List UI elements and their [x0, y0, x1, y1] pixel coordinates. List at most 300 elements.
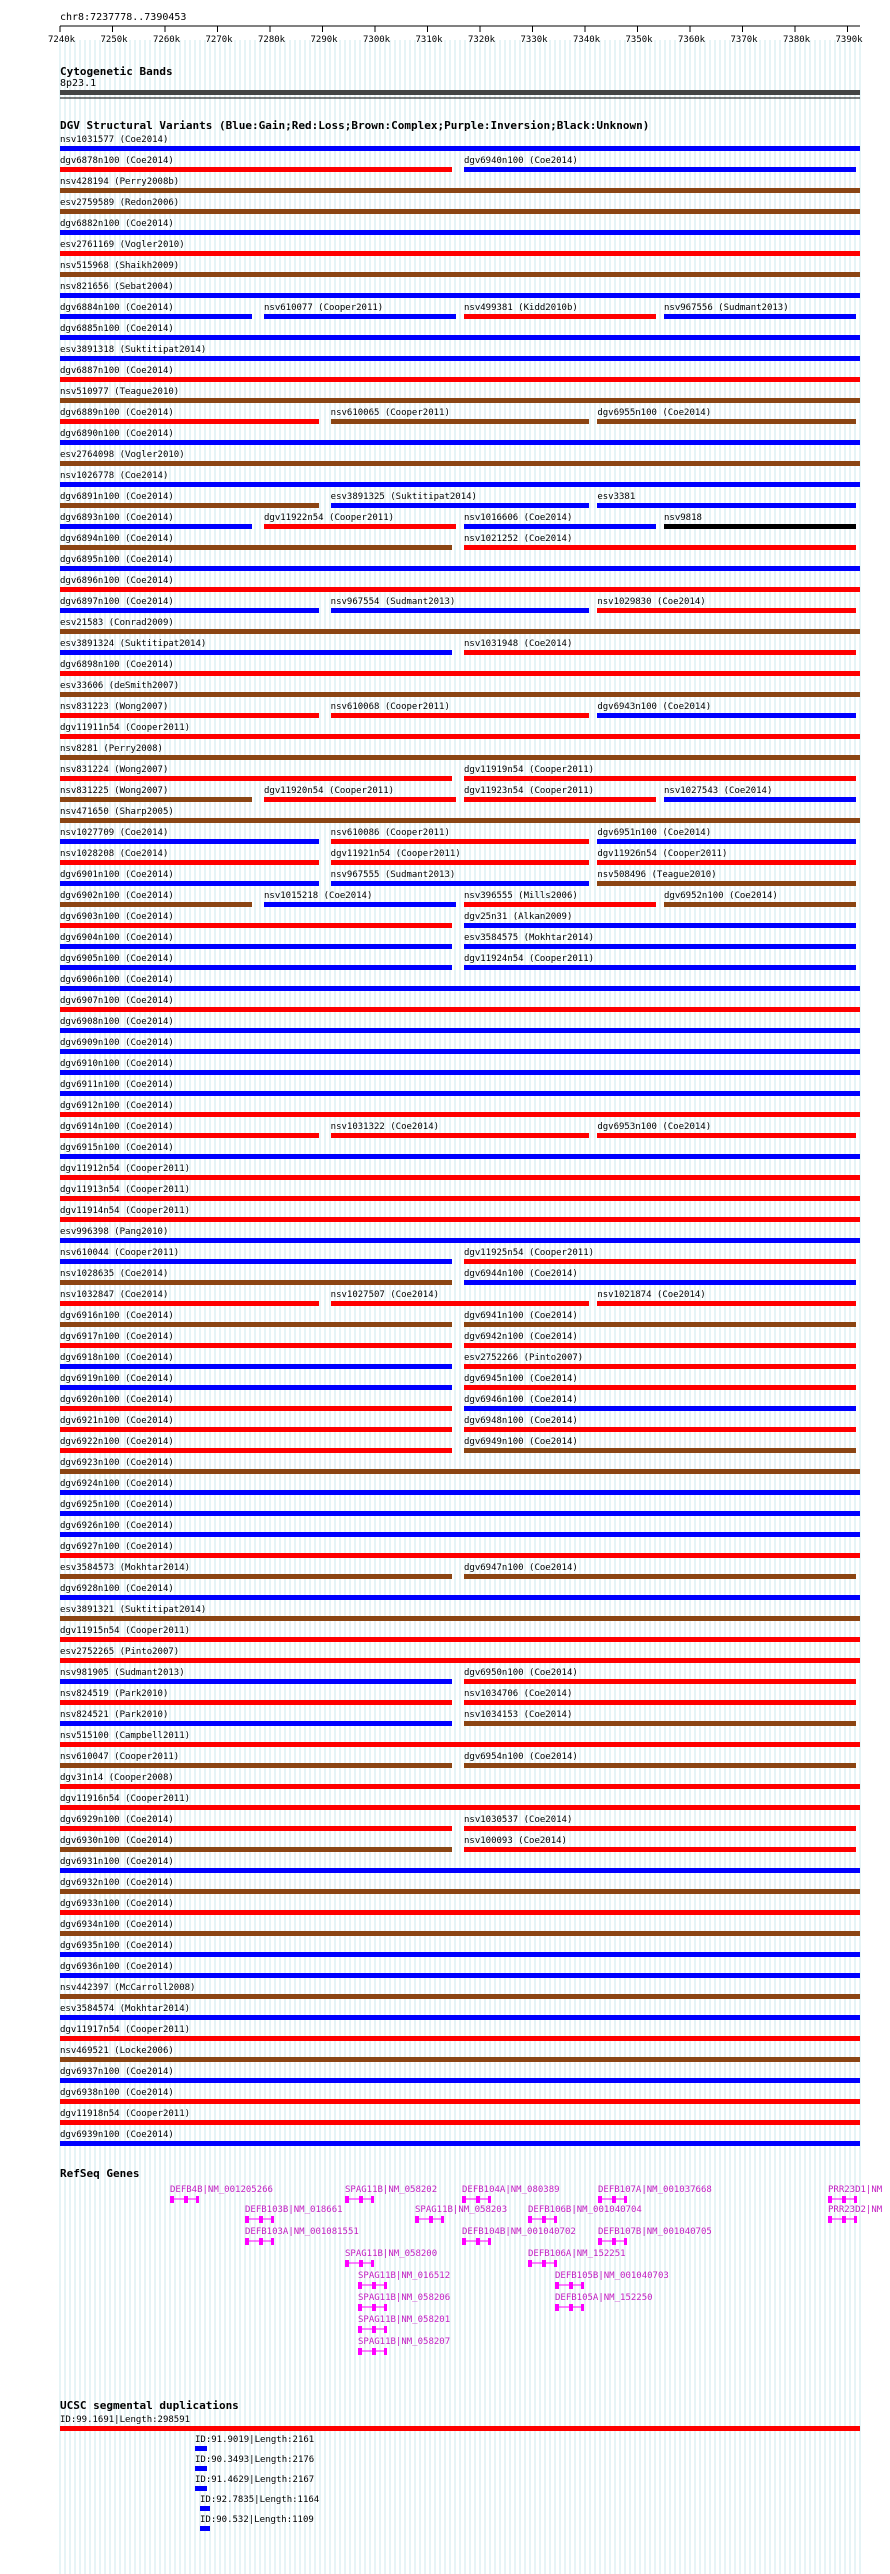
variant-label[interactable]: dgv6925n100 (Coe2014): [60, 1500, 174, 1510]
variant-bar[interactable]: [60, 692, 860, 697]
variant-label[interactable]: dgv6893n100 (Coe2014): [60, 513, 174, 523]
variant-bar[interactable]: [60, 1826, 452, 1831]
variant-bar[interactable]: [664, 902, 856, 907]
variant-label[interactable]: esv2752265 (Pinto2007): [60, 1647, 180, 1657]
variant-bar[interactable]: [60, 1301, 319, 1306]
variant-bar[interactable]: [60, 797, 252, 802]
variant-label[interactable]: dgv6955n100 (Coe2014): [597, 408, 712, 418]
variant-bar[interactable]: [597, 419, 856, 424]
variant-bar[interactable]: [464, 1322, 856, 1327]
variant-label[interactable]: nsv1028208 (Coe2014): [60, 849, 169, 859]
variant-bar[interactable]: [331, 1133, 590, 1138]
variant-bar[interactable]: [331, 839, 590, 844]
variant-label[interactable]: dgv11923n54 (Cooper2011): [464, 786, 595, 796]
variant-bar[interactable]: [60, 1847, 452, 1852]
variant-bar[interactable]: [331, 881, 590, 886]
variant-label[interactable]: nsv1027543 (Coe2014): [664, 786, 773, 796]
variant-label[interactable]: dgv6950n100 (Coe2014): [464, 1668, 578, 1678]
variant-bar[interactable]: [60, 671, 860, 676]
variant-label[interactable]: dgv6911n100 (Coe2014): [60, 1080, 174, 1090]
variant-label[interactable]: nsv610044 (Cooper2011): [60, 1248, 180, 1258]
variant-bar[interactable]: [60, 1175, 860, 1180]
variant-bar[interactable]: [60, 188, 860, 193]
variant-label[interactable]: nsv981905 (Sudmant2013): [60, 1668, 185, 1678]
variant-label[interactable]: esv33606 (deSmith2007): [60, 681, 180, 691]
variant-label[interactable]: dgv6912n100 (Coe2014): [60, 1101, 174, 1111]
variant-label[interactable]: dgv6948n100 (Coe2014): [464, 1416, 578, 1426]
variant-bar[interactable]: [597, 608, 856, 613]
variant-bar[interactable]: [60, 1784, 860, 1789]
variant-label[interactable]: dgv6915n100 (Coe2014): [60, 1143, 174, 1153]
variant-bar[interactable]: [464, 167, 856, 172]
variant-bar[interactable]: [60, 713, 319, 718]
variant-bar[interactable]: [60, 1973, 860, 1978]
variant-bar[interactable]: [597, 1301, 856, 1306]
gene-label[interactable]: DEFB4B|NM_001205266: [170, 2185, 273, 2195]
variant-bar[interactable]: [60, 2078, 860, 2083]
variant-label[interactable]: dgv11917n54 (Cooper2011): [60, 2025, 191, 2035]
variant-bar[interactable]: [60, 986, 860, 991]
gene-label[interactable]: SPAG11B|NM_058201: [358, 2315, 451, 2325]
variant-label[interactable]: dgv6919n100 (Coe2014): [60, 1374, 174, 1384]
variant-label[interactable]: esv3891318 (Suktitipat2014): [60, 345, 207, 355]
variant-label[interactable]: nsv1027507 (Coe2014): [330, 1290, 440, 1300]
variant-bar[interactable]: [60, 650, 452, 655]
variant-bar[interactable]: [60, 923, 452, 928]
variant-label[interactable]: nsv8281 (Perry2008): [60, 744, 163, 754]
gene-label[interactable]: DEFB106B|NM_001040704: [528, 2205, 642, 2215]
variant-label[interactable]: dgv6895n100 (Coe2014): [60, 555, 174, 565]
variant-bar[interactable]: [464, 1259, 856, 1264]
variant-bar[interactable]: [60, 902, 252, 907]
variant-label[interactable]: dgv6952n100 (Coe2014): [664, 891, 778, 901]
variant-bar[interactable]: [464, 797, 656, 802]
variant-bar[interactable]: [60, 314, 252, 319]
variant-bar[interactable]: [60, 2036, 860, 2041]
variant-label[interactable]: dgv6953n100 (Coe2014): [597, 1122, 712, 1132]
variant-bar[interactable]: [60, 1406, 452, 1411]
variant-label[interactable]: dgv6929n100 (Coe2014): [60, 1815, 174, 1825]
variant-bar[interactable]: [464, 776, 856, 781]
variant-label[interactable]: dgv6933n100 (Coe2014): [60, 1899, 174, 1909]
variant-bar[interactable]: [60, 230, 860, 235]
variant-bar[interactable]: [464, 650, 856, 655]
variant-label[interactable]: nsv967556 (Sudmant2013): [664, 303, 789, 313]
variant-bar[interactable]: [60, 1532, 860, 1537]
variant-label[interactable]: dgv6935n100 (Coe2014): [60, 1941, 174, 1951]
variant-bar[interactable]: [60, 2057, 860, 2062]
variant-bar[interactable]: [60, 1952, 860, 1957]
variant-bar[interactable]: [60, 1049, 860, 1054]
variant-label[interactable]: nsv1026778 (Coe2014): [60, 471, 169, 481]
variant-label[interactable]: nsv967554 (Sudmant2013): [330, 597, 456, 607]
variant-label[interactable]: dgv11919n54 (Cooper2011): [464, 765, 595, 775]
variant-bar[interactable]: [597, 1133, 856, 1138]
variant-bar[interactable]: [60, 2015, 860, 2020]
variant-bar[interactable]: [60, 1028, 860, 1033]
variant-label[interactable]: nsv1032847 (Coe2014): [60, 1290, 169, 1300]
variant-bar[interactable]: [60, 146, 860, 151]
variant-label[interactable]: esv21583 (Conrad2009): [60, 618, 174, 628]
segdup-label[interactable]: ID:90.532|Length:1109: [200, 2515, 314, 2525]
variant-label[interactable]: nsv428194 (Perry2008b): [60, 177, 180, 187]
variant-bar[interactable]: [264, 524, 456, 529]
variant-label[interactable]: dgv6885n100 (Coe2014): [60, 324, 174, 334]
variant-label[interactable]: nsv1031322 (Coe2014): [330, 1122, 440, 1132]
variant-label[interactable]: dgv11921n54 (Cooper2011): [330, 849, 461, 859]
variant-bar[interactable]: [264, 797, 456, 802]
variant-bar[interactable]: [60, 839, 319, 844]
variant-label[interactable]: dgv6934n100 (Coe2014): [60, 1920, 174, 1930]
variant-bar[interactable]: [60, 272, 860, 277]
variant-bar[interactable]: [60, 2120, 860, 2125]
variant-label[interactable]: dgv6926n100 (Coe2014): [60, 1521, 174, 1531]
variant-bar[interactable]: [331, 860, 590, 865]
variant-bar[interactable]: [464, 314, 656, 319]
variant-label[interactable]: nsv1030537 (Coe2014): [464, 1815, 573, 1825]
variant-bar[interactable]: [60, 965, 452, 970]
variant-bar[interactable]: [60, 377, 860, 382]
variant-label[interactable]: nsv831223 (Wong2007): [60, 702, 169, 712]
variant-label[interactable]: dgv6949n100 (Coe2014): [464, 1437, 578, 1447]
variant-bar[interactable]: [60, 734, 860, 739]
variant-bar[interactable]: [597, 713, 856, 718]
variant-label[interactable]: dgv6931n100 (Coe2014): [60, 1857, 174, 1867]
variant-label[interactable]: dgv6910n100 (Coe2014): [60, 1059, 174, 1069]
variant-bar[interactable]: [464, 1700, 856, 1705]
variant-bar[interactable]: [597, 839, 856, 844]
variant-bar[interactable]: [60, 1931, 860, 1936]
variant-bar[interactable]: [464, 1406, 856, 1411]
variant-label[interactable]: dgv6954n100 (Coe2014): [464, 1752, 578, 1762]
variant-label[interactable]: dgv6882n100 (Coe2014): [60, 219, 174, 229]
variant-label[interactable]: dgv6947n100 (Coe2014): [464, 1563, 578, 1573]
variant-bar[interactable]: [464, 1427, 856, 1432]
variant-bar[interactable]: [60, 1448, 452, 1453]
variant-bar[interactable]: [60, 419, 319, 424]
variant-bar[interactable]: [464, 1679, 856, 1684]
variant-label[interactable]: dgv6904n100 (Coe2014): [60, 933, 174, 943]
variant-label[interactable]: esv996398 (Pang2010): [60, 1227, 169, 1237]
variant-bar[interactable]: [60, 566, 860, 571]
variant-bar[interactable]: [597, 503, 856, 508]
variant-label[interactable]: nsv508496 (Teague2010): [597, 870, 717, 880]
variant-bar[interactable]: [60, 356, 860, 361]
variant-bar[interactable]: [464, 1574, 856, 1579]
variant-label[interactable]: dgv11924n54 (Cooper2011): [464, 954, 595, 964]
variant-bar[interactable]: [60, 608, 319, 613]
gene-label[interactable]: DEFB103B|NM_018661: [245, 2205, 343, 2215]
variant-bar[interactable]: [60, 2099, 860, 2104]
variant-bar[interactable]: [60, 167, 452, 172]
variant-bar[interactable]: [264, 314, 456, 319]
segdup-label[interactable]: ID:91.4629|Length:2167: [195, 2475, 315, 2485]
gene-label[interactable]: DEFB103A|NM_001081551: [245, 2227, 359, 2237]
variant-label[interactable]: nsv1027709 (Coe2014): [60, 828, 169, 838]
variant-bar[interactable]: [60, 1154, 860, 1159]
gene-label[interactable]: SPAG11B|NM_016512: [358, 2271, 451, 2281]
variant-label[interactable]: dgv11915n54 (Cooper2011): [60, 1626, 191, 1636]
variant-label[interactable]: dgv6927n100 (Coe2014): [60, 1542, 174, 1552]
variant-label[interactable]: dgv6923n100 (Coe2014): [60, 1458, 174, 1468]
variant-bar[interactable]: [60, 1910, 860, 1915]
variant-label[interactable]: dgv6901n100 (Coe2014): [60, 870, 174, 880]
variant-bar[interactable]: [60, 1364, 452, 1369]
variant-label[interactable]: dgv6938n100 (Coe2014): [60, 2088, 174, 2098]
variant-label[interactable]: nsv1031948 (Coe2014): [464, 639, 573, 649]
variant-label[interactable]: nsv396555 (Mills2006): [464, 891, 578, 901]
gene-label[interactable]: SPAG11B|NM_058206: [358, 2293, 451, 2303]
variant-label[interactable]: dgv6902n100 (Coe2014): [60, 891, 174, 901]
variant-label[interactable]: dgv6916n100 (Coe2014): [60, 1311, 174, 1321]
variant-bar[interactable]: [60, 1217, 860, 1222]
variant-bar[interactable]: [464, 923, 856, 928]
variant-label[interactable]: dgv6887n100 (Coe2014): [60, 366, 174, 376]
segdup-bar[interactable]: [60, 2426, 860, 2431]
gene-label[interactable]: SPAG11B|NM_058200: [345, 2249, 438, 2259]
variant-label[interactable]: nsv831224 (Wong2007): [60, 765, 169, 775]
variant-label[interactable]: dgv6922n100 (Coe2014): [60, 1437, 174, 1447]
variant-bar[interactable]: [464, 1826, 856, 1831]
variant-label[interactable]: esv3584575 (Mokhtar2014): [464, 933, 595, 943]
gene-label[interactable]: DEFB106A|NM_152251: [528, 2249, 626, 2259]
variant-bar[interactable]: [464, 1280, 856, 1285]
variant-label[interactable]: nsv1034706 (Coe2014): [464, 1689, 573, 1699]
variant-label[interactable]: nsv469521 (Locke2006): [60, 2046, 174, 2056]
variant-label[interactable]: dgv6921n100 (Coe2014): [60, 1416, 174, 1426]
variant-bar[interactable]: [264, 902, 456, 907]
variant-label[interactable]: dgv6907n100 (Coe2014): [60, 996, 174, 1006]
variant-label[interactable]: nsv1016606 (Coe2014): [464, 513, 573, 523]
variant-label[interactable]: nsv1021252 (Coe2014): [464, 534, 573, 544]
variant-label[interactable]: dgv11920n54 (Cooper2011): [264, 786, 395, 796]
variant-bar[interactable]: [60, 881, 319, 886]
variant-label[interactable]: esv3381: [597, 492, 636, 502]
variant-label[interactable]: dgv6891n100 (Coe2014): [60, 492, 174, 502]
variant-label[interactable]: dgv6937n100 (Coe2014): [60, 2067, 174, 2077]
variant-label[interactable]: nsv510977 (Teague2010): [60, 387, 180, 397]
variant-label[interactable]: dgv6894n100 (Coe2014): [60, 534, 174, 544]
segdup-label[interactable]: ID:91.9019|Length:2161: [195, 2435, 315, 2445]
variant-bar[interactable]: [60, 482, 860, 487]
variant-bar[interactable]: [464, 1385, 856, 1390]
variant-bar[interactable]: [597, 860, 856, 865]
variant-label[interactable]: dgv6940n100 (Coe2014): [464, 156, 578, 166]
variant-bar[interactable]: [60, 1889, 860, 1894]
variant-label[interactable]: esv3891321 (Suktitipat2014): [60, 1605, 207, 1615]
variant-label[interactable]: nsv100093 (Coe2014): [464, 1836, 567, 1846]
variant-label[interactable]: esv2752266 (Pinto2007): [464, 1353, 584, 1363]
segdup-bar[interactable]: [195, 2466, 207, 2471]
variant-bar[interactable]: [331, 713, 590, 718]
variant-label[interactable]: nsv1034153 (Coe2014): [464, 1710, 573, 1720]
variant-bar[interactable]: [60, 1112, 860, 1117]
variant-label[interactable]: nsv1021874 (Coe2014): [597, 1290, 706, 1300]
variant-bar[interactable]: [464, 1847, 856, 1852]
variant-label[interactable]: dgv6930n100 (Coe2014): [60, 1836, 174, 1846]
gene-label[interactable]: PRR23D1|NM: [828, 2185, 883, 2195]
gene-label[interactable]: DEFB104A|NM_080389: [462, 2185, 560, 2195]
variant-label[interactable]: dgv11913n54 (Cooper2011): [60, 1185, 191, 1195]
variant-label[interactable]: dgv6941n100 (Coe2014): [464, 1311, 578, 1321]
variant-bar[interactable]: [60, 461, 860, 466]
variant-bar[interactable]: [60, 1259, 452, 1264]
variant-label[interactable]: nsv967555 (Sudmant2013): [330, 870, 456, 880]
variant-bar[interactable]: [60, 545, 452, 550]
variant-label[interactable]: nsv9818: [664, 513, 702, 523]
variant-label[interactable]: dgv6920n100 (Coe2014): [60, 1395, 174, 1405]
variant-bar[interactable]: [60, 209, 860, 214]
variant-label[interactable]: dgv6944n100 (Coe2014): [464, 1269, 578, 1279]
variant-label[interactable]: dgv11916n54 (Cooper2011): [60, 1794, 191, 1804]
variant-label[interactable]: esv3584574 (Mokhtar2014): [60, 2004, 191, 2014]
variant-bar[interactable]: [60, 398, 860, 403]
gene-label[interactable]: DEFB105B|NM_001040703: [555, 2271, 669, 2281]
variant-label[interactable]: dgv6951n100 (Coe2014): [597, 828, 712, 838]
variant-bar[interactable]: [60, 1511, 860, 1516]
variant-label[interactable]: dgv6897n100 (Coe2014): [60, 597, 174, 607]
segdup-label[interactable]: ID:90.3493|Length:2176: [195, 2455, 315, 2465]
variant-bar[interactable]: [60, 1595, 860, 1600]
variant-label[interactable]: dgv6917n100 (Coe2014): [60, 1332, 174, 1342]
variant-bar[interactable]: [60, 1868, 860, 1873]
segdup-label[interactable]: ID:99.1691|Length:298591: [60, 2415, 191, 2425]
variant-bar[interactable]: [60, 335, 860, 340]
variant-bar[interactable]: [60, 776, 452, 781]
variant-bar[interactable]: [60, 944, 452, 949]
variant-label[interactable]: nsv471650 (Sharp2005): [60, 807, 174, 817]
variant-bar[interactable]: [60, 1070, 860, 1075]
variant-label[interactable]: nsv1031577 (Coe2014): [60, 135, 169, 145]
variant-bar[interactable]: [60, 1280, 452, 1285]
variant-bar[interactable]: [664, 314, 856, 319]
variant-bar[interactable]: [60, 1007, 860, 1012]
gene-label[interactable]: DEFB107B|NM_001040705: [598, 2227, 712, 2237]
variant-bar[interactable]: [60, 1553, 860, 1558]
variant-bar[interactable]: [664, 524, 856, 529]
variant-bar[interactable]: [60, 1574, 452, 1579]
variant-label[interactable]: nsv610065 (Cooper2011): [330, 408, 450, 418]
variant-bar[interactable]: [60, 1427, 452, 1432]
variant-label[interactable]: nsv499381 (Kidd2010b): [464, 303, 578, 313]
gene-label[interactable]: SPAG11B|NM_058202: [345, 2185, 438, 2195]
variant-label[interactable]: nsv610086 (Cooper2011): [330, 828, 450, 838]
variant-bar[interactable]: [331, 608, 590, 613]
variant-bar[interactable]: [664, 797, 856, 802]
variant-label[interactable]: esv3891325 (Suktitipat2014): [330, 492, 477, 502]
variant-label[interactable]: esv2761169 (Vogler2010): [60, 240, 185, 250]
segdup-bar[interactable]: [200, 2526, 210, 2531]
variant-bar[interactable]: [597, 881, 856, 886]
variant-label[interactable]: dgv6924n100 (Coe2014): [60, 1479, 174, 1489]
variant-label[interactable]: dgv6942n100 (Coe2014): [464, 1332, 578, 1342]
variant-label[interactable]: dgv6878n100 (Coe2014): [60, 156, 174, 166]
variant-bar[interactable]: [60, 1679, 452, 1684]
variant-label[interactable]: dgv11914n54 (Cooper2011): [60, 1206, 191, 1216]
variant-bar[interactable]: [60, 860, 319, 865]
variant-bar[interactable]: [464, 524, 656, 529]
variant-label[interactable]: nsv610047 (Cooper2011): [60, 1752, 180, 1762]
variant-bar[interactable]: [60, 629, 860, 634]
variant-label[interactable]: dgv6884n100 (Coe2014): [60, 303, 174, 313]
variant-label[interactable]: dgv11918n54 (Cooper2011): [60, 2109, 191, 2119]
variant-label[interactable]: dgv6889n100 (Coe2014): [60, 408, 174, 418]
gene-label[interactable]: SPAG11B|NM_058207: [358, 2337, 451, 2347]
segdup-label[interactable]: ID:92.7835|Length:1164: [200, 2495, 320, 2505]
variant-bar[interactable]: [60, 293, 860, 298]
variant-bar[interactable]: [60, 818, 860, 823]
variant-bar[interactable]: [60, 1700, 452, 1705]
variant-bar[interactable]: [60, 1994, 860, 1999]
variant-bar[interactable]: [60, 1238, 860, 1243]
variant-bar[interactable]: [60, 1490, 860, 1495]
variant-bar[interactable]: [60, 1385, 452, 1390]
segdup-bar[interactable]: [195, 2446, 207, 2451]
variant-label[interactable]: nsv824521 (Park2010): [60, 1710, 169, 1720]
variant-label[interactable]: dgv6890n100 (Coe2014): [60, 429, 174, 439]
variant-bar[interactable]: [60, 1616, 860, 1621]
variant-bar[interactable]: [60, 1805, 860, 1810]
variant-label[interactable]: dgv11911n54 (Cooper2011): [60, 723, 191, 733]
variant-label[interactable]: nsv1029830 (Coe2014): [597, 597, 706, 607]
variant-label[interactable]: dgv6896n100 (Coe2014): [60, 576, 174, 586]
variant-bar[interactable]: [60, 1721, 452, 1726]
variant-label[interactable]: esv3584573 (Mokhtar2014): [60, 1563, 191, 1573]
gene-label[interactable]: PRR23D2|NM: [828, 2205, 883, 2215]
variant-bar[interactable]: [464, 1364, 856, 1369]
variant-bar[interactable]: [464, 902, 656, 907]
variant-bar[interactable]: [60, 1763, 452, 1768]
variant-label[interactable]: nsv821656 (Sebat2004): [60, 282, 174, 292]
variant-bar[interactable]: [60, 755, 860, 760]
variant-label[interactable]: dgv6918n100 (Coe2014): [60, 1353, 174, 1363]
variant-bar[interactable]: [60, 1742, 860, 1747]
variant-bar[interactable]: [60, 524, 252, 529]
variant-label[interactable]: esv2759589 (Redon2006): [60, 198, 180, 208]
variant-label[interactable]: nsv1015218 (Coe2014): [264, 891, 373, 901]
variant-label[interactable]: dgv6932n100 (Coe2014): [60, 1878, 174, 1888]
variant-label[interactable]: nsv610068 (Cooper2011): [330, 702, 450, 712]
variant-label[interactable]: dgv6936n100 (Coe2014): [60, 1962, 174, 1972]
variant-label[interactable]: esv2764098 (Vogler2010): [60, 450, 185, 460]
variant-label[interactable]: nsv610077 (Cooper2011): [264, 303, 384, 313]
variant-label[interactable]: dgv11922n54 (Cooper2011): [264, 513, 395, 523]
variant-label[interactable]: dgv6945n100 (Coe2014): [464, 1374, 578, 1384]
variant-bar[interactable]: [60, 587, 860, 592]
variant-bar[interactable]: [464, 545, 856, 550]
variant-label[interactable]: nsv824519 (Park2010): [60, 1689, 169, 1699]
variant-label[interactable]: dgv6908n100 (Coe2014): [60, 1017, 174, 1027]
variant-label[interactable]: dgv6928n100 (Coe2014): [60, 1584, 174, 1594]
variant-bar[interactable]: [60, 1091, 860, 1096]
variant-bar[interactable]: [331, 419, 590, 424]
variant-bar[interactable]: [464, 944, 856, 949]
variant-label[interactable]: dgv31n14 (Cooper2008): [60, 1773, 174, 1783]
gene-label[interactable]: DEFB107A|NM_001037668: [598, 2185, 712, 2195]
variant-bar[interactable]: [464, 1721, 856, 1726]
variant-bar[interactable]: [60, 1196, 860, 1201]
variant-label[interactable]: nsv1028635 (Coe2014): [60, 1269, 169, 1279]
variant-bar[interactable]: [60, 1469, 860, 1474]
variant-label[interactable]: dgv6946n100 (Coe2014): [464, 1395, 578, 1405]
variant-label[interactable]: dgv11926n54 (Cooper2011): [597, 849, 728, 859]
variant-label[interactable]: nsv515100 (Campbell2011): [60, 1731, 191, 1741]
variant-label[interactable]: nsv831225 (Wong2007): [60, 786, 169, 796]
variant-label[interactable]: dgv6943n100 (Coe2014): [597, 702, 712, 712]
variant-label[interactable]: dgv11925n54 (Cooper2011): [464, 1248, 595, 1258]
variant-bar[interactable]: [331, 1301, 590, 1306]
variant-bar[interactable]: [60, 1343, 452, 1348]
